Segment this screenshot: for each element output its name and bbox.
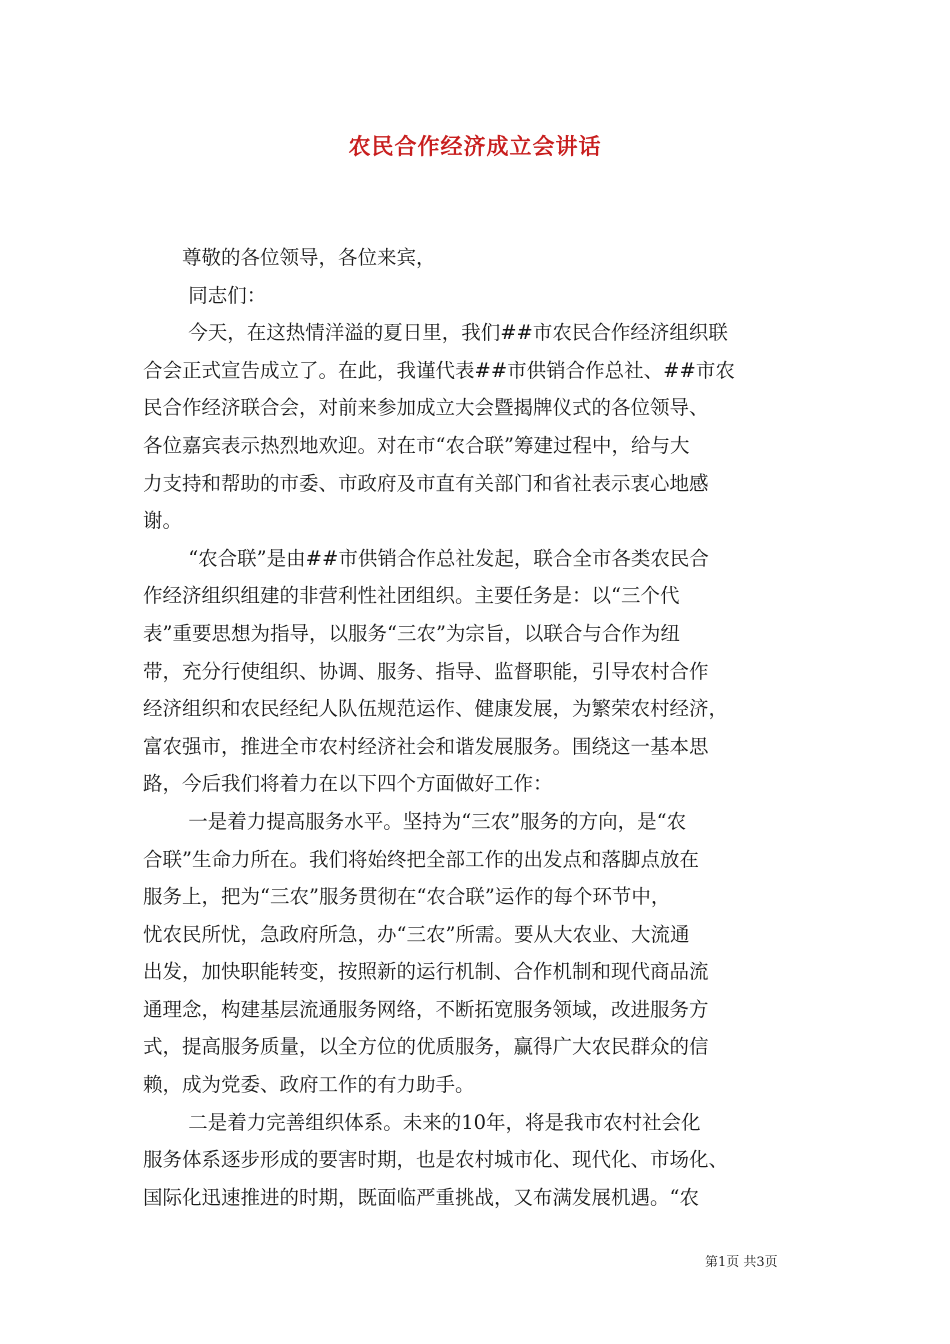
body-line: 忧农民所忧，急政府所急，办“三农”所需。要从大农业、大流通 xyxy=(143,922,690,946)
body-line: 尊敬的各位领导，各位来宾， xyxy=(143,246,436,269)
document-body xyxy=(143,239,808,1216)
body-line: 谢。 xyxy=(143,509,183,533)
body-line: 路，今后我们将着力在以下四个方面做好工作： xyxy=(143,772,553,796)
body-line: 国际化迅速推进的时期，既面临严重挑战，又布满发展机遇。“农 xyxy=(143,1185,699,1209)
document-title: 农民合作经济成立会讲话 xyxy=(348,134,602,160)
body-line: 作经济组织组建的非营利性社团组织。主要任务是：以“三个代 xyxy=(143,584,680,608)
body-line: 式，提高服务质量，以全方位的优质服务，赢得广大农民群众的信 xyxy=(143,1035,709,1059)
body-line: 各位嘉宾表示热烈地欢迎。对在市“农合联”筹建过程中，给与大 xyxy=(143,433,690,457)
body-line: 带，充分行使组织、协调、服务、指导、监督职能，引导农村合作 xyxy=(143,659,709,683)
body-line: 今天，在这热情洋溢的夏日里，我们##市农民合作经济组织联 xyxy=(143,321,728,345)
body-line: 经济组织和农民经纪人队伍规范运作、健康发展，为繁荣农村经济， xyxy=(143,697,729,721)
body-line: 力支持和帮助的市委、市政府及市直有关部门和省社表示衷心地感 xyxy=(143,471,709,495)
body-line: 富农强市，推进全市农村经济社会和谐发展服务。围绕这一基本思 xyxy=(143,734,709,758)
body-line: “农合联”是由##市供销合作总社发起，联合全市各类农民合 xyxy=(143,546,709,570)
page-number: 第1页 共3页 xyxy=(705,1255,778,1270)
body-line: 服务体系逐步形成的要害时期，也是农村城市化、现代化、市场化、 xyxy=(143,1148,729,1172)
body-line: 合会正式宣告成立了。在此，我谨代表##市供销合作总社、##市农 xyxy=(143,358,735,382)
body-line: 同志们： xyxy=(143,283,267,307)
body-line: 服务上，把为“三农”服务贯彻在“农合联”运作的每个环节中， xyxy=(143,885,671,909)
body-line: 二是着力完善组织体系。未来的10年，将是我市农村社会化 xyxy=(143,1110,701,1134)
body-line: 合联”生命力所在。我们将始终把全部工作的出发点和落脚点放在 xyxy=(143,847,699,871)
body-line: 一是着力提高服务水平。坚持为“三农”服务的方向，是“农 xyxy=(143,809,687,833)
body-line: 赖，成为党委、政府工作的有力助手。 xyxy=(143,1073,475,1097)
body-line: 通理念，构建基层流通服务网络，不断拓宽服务领域，改进服务方 xyxy=(143,997,709,1021)
body-line: 表”重要思想为指导，以服务“三农”为宗旨，以联合与合作为纽 xyxy=(143,621,680,645)
body-line: 出发，加快职能转变，按照新的运行机制、合作机制和现代商品流 xyxy=(143,960,709,984)
body-line: 民合作经济联合会，对前来参加成立大会暨揭牌仪式的各位领导、 xyxy=(143,396,709,420)
